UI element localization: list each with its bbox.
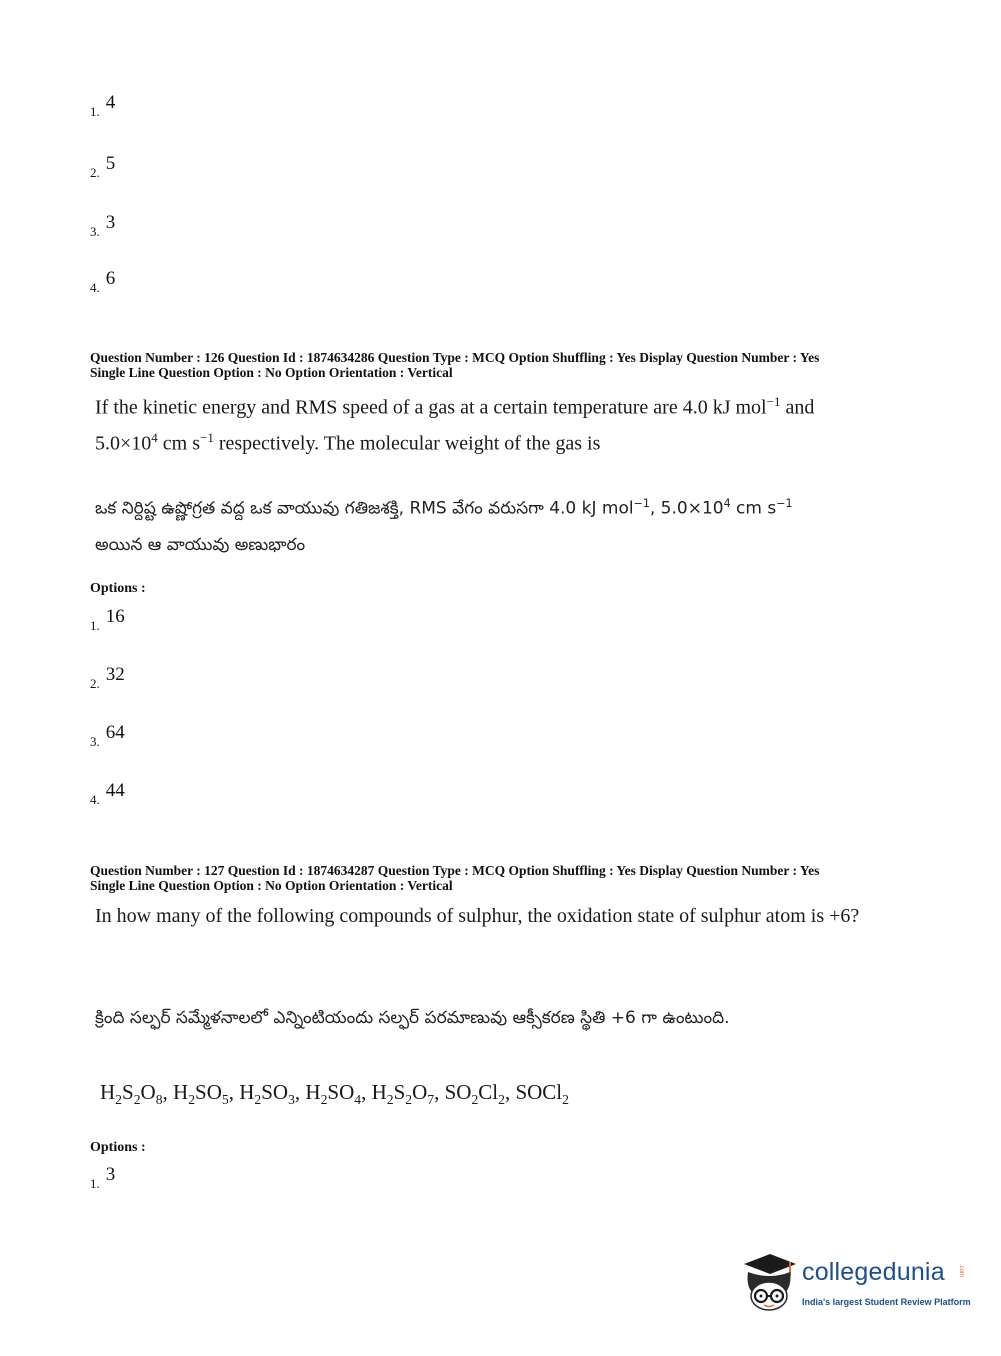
q126-text-part: respectively. The molecular weight of the gas is bbox=[213, 432, 601, 455]
compound: $SO_2Cl_2$, bbox=[444, 1080, 516, 1108]
q127-question-text: In how many of the following compounds of sulphur, the oxidation state of sulphur atom is +6? bbox=[95, 905, 860, 927]
q127-meta-line2: Single Line Question Option : No Option Orientation : Vertical bbox=[90, 878, 453, 893]
option-value: 3 bbox=[105, 1164, 116, 1185]
compound: $H_2SO_5$, bbox=[173, 1080, 240, 1108]
q126-telugu-exponent: −1 bbox=[776, 497, 793, 510]
q127-options-label: Options : bbox=[90, 1140, 146, 1155]
q126-telugu-exponent: 4 bbox=[723, 497, 731, 510]
prev-option-3[interactable] bbox=[90, 212, 116, 239]
logo-tagline: India's largest Student Review Platform bbox=[802, 1297, 971, 1307]
q126-telugu-line2: అయిన ఆ వాయువు అణుభారం bbox=[95, 534, 306, 555]
q126-telugu-part: ఒక నిర్దిష్ట ఉష్ణోగ్రత వద్ద ఒక వాయువు గతిజశక్తి, RMS వేగం వరుసగా 4.0 kJ mol bbox=[95, 498, 634, 519]
q126-meta bbox=[90, 350, 819, 380]
q127-option-1[interactable] bbox=[90, 1164, 116, 1191]
q126-exponent: −1 bbox=[766, 394, 781, 409]
compound: $H_2S_2O_8$, bbox=[100, 1080, 174, 1108]
option-value: 5 bbox=[105, 153, 116, 174]
option-number: 2. bbox=[90, 165, 100, 180]
option-number: 3. bbox=[90, 734, 100, 749]
q126-telugu-exponent: −1 bbox=[633, 497, 650, 510]
q126-option-2[interactable] bbox=[90, 664, 125, 691]
q126-text-part: cm s bbox=[157, 432, 200, 455]
option-number: 1. bbox=[90, 1176, 100, 1191]
option-number: 1. bbox=[90, 618, 100, 633]
q126-text-part: 5.0×10 bbox=[95, 432, 152, 455]
prev-option-4[interactable] bbox=[90, 268, 116, 295]
q126-meta-line2: Single Line Question Option : No Option Orientation : Vertical bbox=[90, 365, 453, 380]
q127-meta bbox=[90, 863, 819, 893]
compound: SOCl$_2$ bbox=[515, 1080, 569, 1108]
compound: $H_2SO_4$, bbox=[305, 1080, 372, 1108]
q126-exponent: −1 bbox=[200, 429, 214, 445]
mascot-icon bbox=[740, 1250, 798, 1314]
q126-option-1[interactable] bbox=[90, 606, 125, 633]
q126-text-part: and bbox=[780, 396, 815, 419]
logo-wordmark: collegedunia bbox=[802, 1258, 945, 1286]
prev-option-2[interactable] bbox=[90, 153, 116, 180]
q126-exponent: 4 bbox=[151, 429, 158, 445]
option-value: 4 bbox=[105, 92, 116, 113]
logo-dotcom: .com bbox=[958, 1264, 964, 1278]
option-value: 6 bbox=[105, 268, 116, 289]
option-value: 16 bbox=[105, 606, 125, 627]
option-value: 64 bbox=[105, 722, 125, 743]
q126-option-4[interactable] bbox=[90, 780, 125, 807]
q126-text-part: If the kinetic energy and RMS speed of a gas at a certain temperature are 4.0 kJ mol bbox=[95, 396, 767, 419]
option-number: 4. bbox=[90, 792, 100, 807]
option-value: 44 bbox=[105, 780, 125, 801]
option-number: 2. bbox=[90, 676, 100, 691]
q127-telugu-text: క్రింది సల్ఫర్ సమ్మేళనాలలో ఎన్నింటియందు సల్ఫర్ పరమాణువు ఆక్సీకరణ స్థితి +6 గా ఉంటుంది. bbox=[95, 1008, 730, 1028]
q126-options-label: Options : bbox=[90, 581, 146, 596]
prev-option-1[interactable] bbox=[90, 92, 116, 119]
q126-telugu-part: , 5.0×10 bbox=[649, 498, 724, 519]
q126-option-3[interactable] bbox=[90, 722, 125, 749]
q126-telugu-text bbox=[95, 486, 885, 563]
collegedunia-logo[interactable] bbox=[740, 1250, 970, 1314]
q126-question-text bbox=[95, 387, 875, 458]
option-value: 3 bbox=[105, 212, 116, 233]
option-number: 4. bbox=[90, 280, 100, 295]
compound: $H_2S_2O_7$, bbox=[371, 1080, 445, 1108]
q126-meta-line1: Question Number : 126 Question Id : 1874634286 Question Type : MCQ Option Shuffling : Yes Display Question Number : Yes bbox=[90, 350, 820, 365]
q127-compound-list bbox=[100, 1080, 569, 1108]
q127-meta-line1: Question Number : 127 Question Id : 1874634287 Question Type : MCQ Option Shuffling : Yes Display Question Number : Yes bbox=[90, 863, 820, 878]
option-number: 3. bbox=[90, 224, 100, 239]
option-value: 32 bbox=[105, 664, 125, 685]
compound: $H_2SO_3$, bbox=[239, 1080, 306, 1108]
q126-telugu-part: cm s bbox=[730, 498, 777, 519]
option-number: 1. bbox=[90, 104, 100, 119]
